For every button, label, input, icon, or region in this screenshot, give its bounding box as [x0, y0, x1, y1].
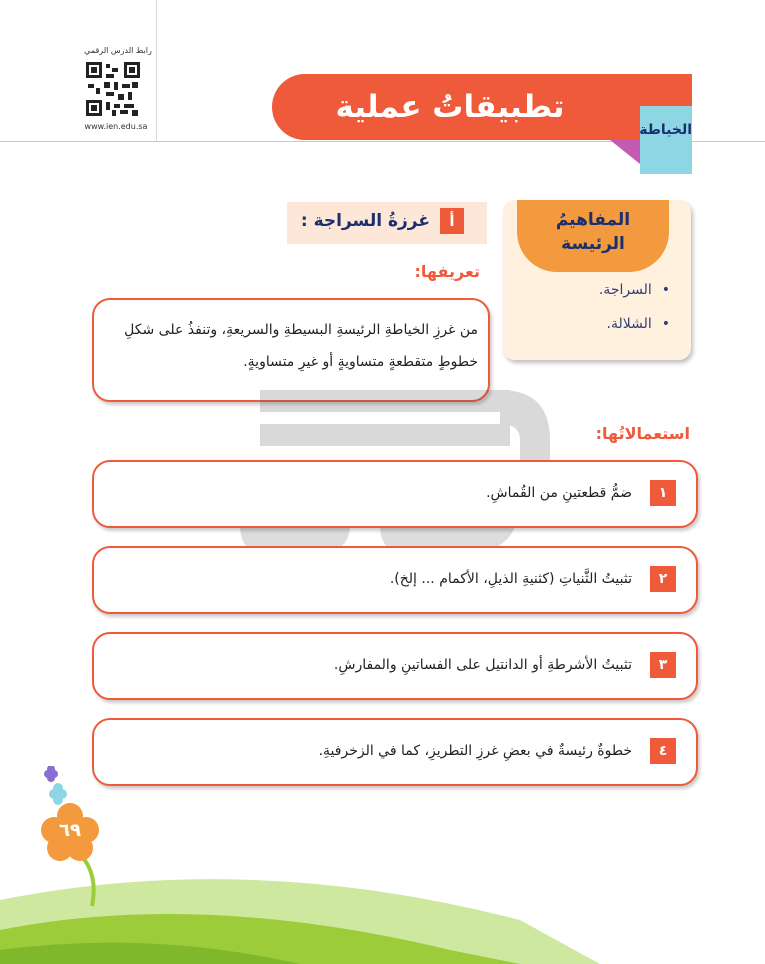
- use-item-text: خطوةٌ رئيسةٌ في بعضِ غرزِ التطريزِ، كما في الزخرفيةِ.: [318, 743, 632, 759]
- use-number-badge: ١: [650, 480, 676, 506]
- section-title: غرزةُ السراجة :: [300, 211, 430, 231]
- definition-label: تعريفها:: [414, 262, 480, 281]
- tab-fold-decoration: [610, 140, 640, 164]
- bullet-icon: •: [661, 282, 670, 298]
- page-title: تطبيقاتُ عملية: [335, 89, 565, 125]
- section-number-badge: أ: [440, 208, 464, 234]
- definition-text: من غرزِ الخياطةِ الرئيسةِ البسيطةِ والسريعةِ، وتنفذُ على شكلِ خطوطٍ متقطعةٍ متساويةٍ أو غيرِ متساويةٍ.: [124, 322, 478, 370]
- use-item-text: تثبيتُ الأشرطةِ أو الدانتيل على الفساتينِ والمفارشِ.: [333, 657, 632, 673]
- use-item-text: تثبيتُ الثَّنياتِ (كثنيةِ الذيلِ، الأكمام ... إلخ).: [389, 571, 632, 587]
- qr-caption: رابط الدرس الرقمي: [84, 46, 152, 55]
- flower-icon: [30, 766, 130, 916]
- key-concepts-title-line2: الرئيسة: [561, 234, 625, 254]
- use-number-badge: ٤: [650, 738, 676, 764]
- uses-label: استعمالاتُها:: [595, 424, 690, 443]
- concept-item: [520, 282, 670, 298]
- bullet-icon: •: [661, 316, 670, 332]
- subject-tab: [640, 106, 692, 174]
- concept-item-label: السراجة.: [598, 282, 652, 298]
- page-spine-line: [156, 0, 157, 142]
- subject-tab-label: الخياطة: [639, 122, 692, 138]
- concept-item-label: الشلالة.: [606, 316, 652, 332]
- qr-url[interactable]: www.ien.edu.sa: [84, 122, 148, 131]
- concept-item: [520, 316, 670, 332]
- qr-code-icon[interactable]: [84, 60, 142, 118]
- use-number-badge: ٢: [650, 566, 676, 592]
- key-concepts-title-line1: المفاهيمُ: [555, 210, 631, 230]
- use-number-badge: ٣: [650, 652, 676, 678]
- page-number: ٦٩: [59, 820, 81, 841]
- key-concepts-title: [517, 208, 669, 256]
- use-item-text: ضمُّ قطعتينِ من القُماشِ.: [486, 485, 632, 501]
